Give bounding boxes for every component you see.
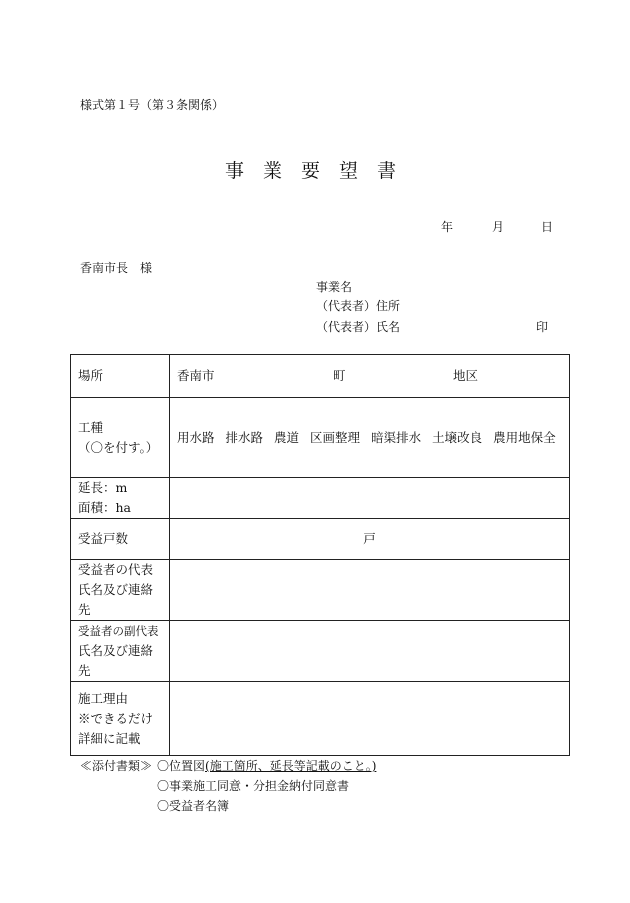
reason-label-line1: 施工理由: [78, 690, 129, 706]
applicant-address-label: （代表者）住所: [316, 299, 401, 313]
work-option-farm-road[interactable]: 農道: [274, 429, 300, 445]
deputy-label-line1: 受益者の副代表: [78, 624, 159, 638]
seal-mark: 印: [536, 320, 549, 334]
applicant-name-label: （代表者）氏名: [316, 320, 401, 334]
deputy-label: [71, 621, 170, 682]
deputy-field[interactable]: [170, 621, 570, 682]
attachments-title: ≪添付書類≫: [80, 759, 153, 773]
representative-field[interactable]: [170, 560, 570, 621]
applicant-business-name-label: 事業名: [316, 280, 353, 294]
table-row-length: [71, 478, 570, 519]
attachment-location-map: [157, 757, 376, 774]
households-unit: 戸: [363, 531, 376, 546]
households-label: 受益戸数: [71, 519, 170, 560]
date-year-label: 年: [441, 220, 454, 234]
work-type-options: [170, 398, 570, 478]
attachment-location-map-label: 〇位置図: [157, 759, 206, 773]
deputy-label-line2: 氏名及び連絡: [78, 643, 154, 658]
representative-label-line2: 氏名及び連絡: [78, 582, 154, 597]
table-row-representative: [71, 560, 570, 621]
reason-label-line3: 詳細に記載: [78, 730, 141, 746]
representative-label-line3: 先: [78, 602, 91, 617]
reason-field[interactable]: [170, 682, 570, 756]
work-option-farmland-conservation[interactable]: 農用地保全: [493, 429, 556, 445]
work-type-label-line2: （〇を付す。）: [78, 439, 159, 455]
deputy-label-line3: 先: [78, 663, 91, 678]
attachment-beneficiary-list: 〇受益者名簿: [157, 799, 230, 813]
addressee: 香南市長 様: [80, 261, 153, 275]
work-option-irrigation-canal[interactable]: 用水路: [177, 429, 215, 445]
location-field[interactable]: [170, 355, 570, 398]
location-label: 場所: [71, 355, 170, 398]
work-type-label: [71, 398, 170, 478]
length-area-label: [71, 478, 170, 519]
work-type-label-line1: 工種: [78, 419, 104, 435]
area-label: 面積：ha: [78, 500, 132, 515]
attachment-consent-form: 〇事業施工同意・分担金納付同意書: [157, 779, 350, 793]
representative-label-line1: 受益者の代表: [78, 562, 154, 577]
date-day-label: 日: [541, 220, 554, 234]
work-option-drainage-canal[interactable]: 排水路: [225, 429, 264, 445]
document-title: 事業要望書: [224, 160, 415, 182]
table-row-households: [71, 519, 570, 560]
work-option-underdrain[interactable]: 暗渠排水: [371, 429, 422, 445]
attachment-location-map-note: (施工箇所、延長等記載のこと。): [205, 759, 377, 773]
work-option-land-readjustment[interactable]: 区画整理: [310, 429, 361, 445]
households-field[interactable]: [170, 519, 570, 560]
reason-label: [71, 682, 170, 756]
reason-label-line2: ※できるだけ: [78, 710, 154, 726]
location-district-suffix: 地区: [453, 368, 479, 383]
table-row-location: [71, 355, 570, 398]
table-row-deputy: [71, 621, 570, 682]
form-number: 様式第１号（第３条関係）: [80, 98, 225, 112]
length-label: 延長：m: [78, 480, 128, 495]
work-option-soil-improvement[interactable]: 土壌改良: [432, 429, 483, 445]
location-city: 香南市: [177, 368, 215, 383]
location-town-suffix: 町: [333, 368, 346, 383]
representative-label: [71, 560, 170, 621]
table-row-reason: [71, 682, 570, 756]
length-area-field[interactable]: [170, 478, 570, 519]
request-form-table: [70, 354, 570, 756]
date-month-label: 月: [492, 220, 505, 234]
table-row-work-type: [71, 398, 570, 478]
